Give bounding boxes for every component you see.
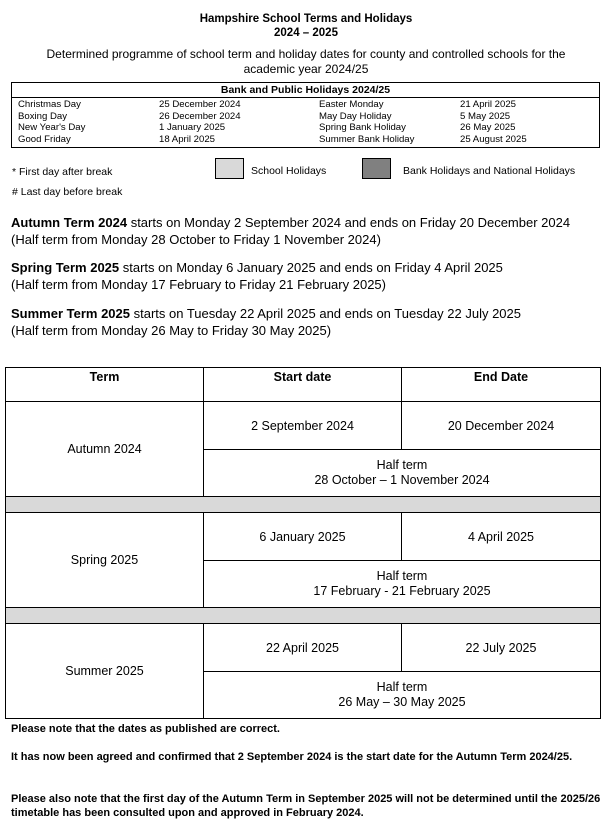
end-date-cell: 20 December 2024: [402, 402, 601, 450]
spring-term-summary: [11, 259, 606, 293]
start-date-cell: 22 April 2025: [204, 624, 402, 672]
holiday-date: 21 April 2025: [460, 99, 517, 110]
term-cell: Autumn 2024: [6, 402, 204, 497]
holiday-name: Good Friday: [18, 134, 71, 145]
holiday-date: 26 May 2025: [460, 122, 516, 133]
term-dates: starts on Monday 6 January 2025 and ends on Friday 4 April 2025: [119, 260, 503, 275]
half-term-dates: 26 May – 30 May 2025: [338, 695, 466, 709]
page-subtitle: Determined programme of school term and holiday dates for county and controlled schools for the academic year 2024/25: [46, 47, 566, 76]
bank-holidays-title: Bank and Public Holidays 2024/25: [220, 84, 391, 96]
holiday-date: 26 December 2024: [159, 111, 241, 122]
holiday-separator-row: [6, 497, 601, 513]
header-start-date: Start date: [204, 368, 402, 402]
half-term-label: Half term: [376, 458, 428, 472]
half-term-dates: 17 February - 21 February 2025: [313, 584, 491, 598]
holiday-separator: [6, 608, 601, 624]
table-row: [6, 402, 601, 450]
holiday-separator: [6, 497, 601, 513]
end-date-cell: 22 July 2025: [402, 624, 601, 672]
header-end-date: End Date: [402, 368, 601, 402]
half-term-label: Half term: [376, 680, 428, 694]
holiday-date: 18 April 2025: [159, 134, 216, 145]
holiday-separator-row: [6, 608, 601, 624]
school-holidays-swatch: [215, 158, 244, 179]
note-dates-correct: Please note that the dates as published are correct.: [11, 723, 280, 735]
holiday-name: May Day Holiday: [319, 111, 392, 122]
holiday-name: Summer Bank Holiday: [319, 134, 415, 145]
term-half: (Half term from Monday 17 February to Friday 21 February 2025): [11, 277, 386, 292]
term-half: (Half term from Monday 28 October to Friday 1 November 2024): [11, 232, 381, 247]
half-term-cell: [204, 561, 601, 608]
table-row: [6, 513, 601, 561]
bank-holidays-box: [11, 82, 600, 148]
end-date-cell: 4 April 2025: [402, 513, 601, 561]
holiday-name: Spring Bank Holiday: [319, 122, 406, 133]
note-autumn-start: It has now been agreed and confirmed that 2 September 2024 is the start date for the Autumn Term 2024/25.: [11, 751, 573, 763]
title-main: Hampshire School Terms and Holidays: [199, 13, 413, 25]
holiday-date: 25 December 2024: [159, 99, 241, 110]
term-dates: starts on Monday 2 September 2024 and ends on Friday 20 December 2024: [127, 215, 571, 230]
half-term-cell: [204, 672, 601, 719]
holiday-date: 5 May 2025: [460, 111, 511, 122]
table-header-row: [6, 368, 601, 402]
holiday-name: Boxing Day: [18, 111, 68, 122]
autumn-term-summary: [11, 214, 606, 248]
term-name: Autumn Term 2024: [11, 215, 128, 230]
legend-last-day: # Last day before break: [12, 186, 123, 198]
bank-holidays-swatch: [362, 158, 391, 179]
half-term-dates: 28 October – 1 November 2024: [314, 473, 490, 487]
term-name: Spring Term 2025: [11, 260, 120, 275]
term-name: Summer Term 2025: [11, 306, 130, 321]
holiday-name: New Year's Day: [18, 122, 86, 133]
bank-holidays-divider: [12, 97, 599, 98]
term-cell: Spring 2025: [6, 513, 204, 608]
term-dates: starts on Tuesday 22 April 2025 and ends on Tuesday 22 July 2025: [130, 306, 521, 321]
legend-school-holidays: School Holidays: [251, 165, 327, 177]
holiday-date: 25 August 2025: [460, 134, 527, 145]
note-autumn-2025: Please also note that the first day of the Autumn Term in September 2025 will not be determined until the 2025/26 timetable has been consulted upon and approved in February 2024.: [11, 793, 601, 819]
start-date-cell: 2 September 2024: [204, 402, 402, 450]
half-term-label: Half term: [376, 569, 428, 583]
term-dates-table: [5, 367, 601, 719]
header-term: Term: [6, 368, 204, 402]
page-title: [0, 12, 612, 40]
start-date-cell: 6 January 2025: [204, 513, 402, 561]
summer-term-summary: [11, 305, 606, 339]
holiday-name: Easter Monday: [319, 99, 384, 110]
half-term-cell: [204, 450, 601, 497]
legend-bank-holidays: Bank Holidays and National Holidays: [403, 165, 576, 177]
holiday-name: Christmas Day: [18, 99, 81, 110]
holiday-date: 1 January 2025: [159, 122, 226, 133]
term-half: (Half term from Monday 26 May to Friday 30 May 2025): [11, 323, 332, 338]
term-cell: Summer 2025: [6, 624, 204, 719]
title-years: 2024 – 2025: [274, 27, 338, 39]
legend-first-day: * First day after break: [12, 166, 113, 178]
table-row: [6, 624, 601, 672]
